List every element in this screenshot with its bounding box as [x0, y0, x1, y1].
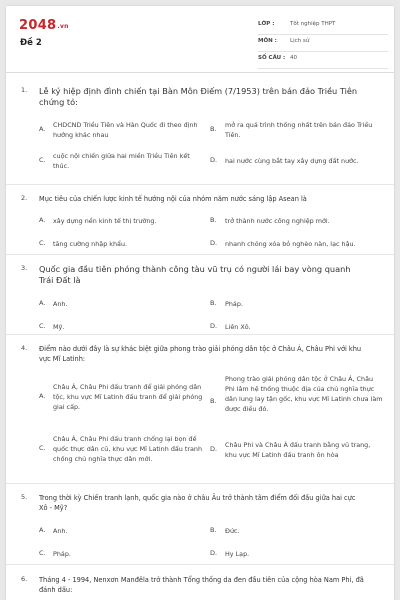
option-letter: A. [39, 392, 46, 400]
option-a[interactable]: Châu Á, Châu Phi đấu tranh để giải phóng dân tộc, khu vực Mĩ Latinh đấu tranh để giải phóng giai cấp. [53, 383, 203, 411]
option-b[interactable]: Phong trào giải phóng dân tộc ở Châu Á, Châu Phi lâm hệ thống thuộc địa của chủ nghĩa thực dân lung lay tận gốc, khu vực Mĩ Latinh chưa làm được điều đó. [225, 375, 383, 413]
question-text: Lễ ký hiệp định đình chiến tại Bàn Môn Điếm (7/1953) trên bán đảo Triều Tiên chứng tỏ: [39, 86, 358, 107]
meta-row-class [258, 18, 388, 35]
option-letter: A. [39, 299, 46, 307]
option-b[interactable]: trở thành nước công nghiệp mới. [225, 217, 330, 225]
question-text: Điểm nào dưới đây là sự khác biệt giữa phong trào giải phóng dân tộc ở Châu Á, Châu Phi với khu vực Mĩ Latinh: [39, 345, 362, 363]
meta-label: SỐ CÂU : [258, 55, 286, 61]
question-divider [6, 483, 394, 484]
option-list [6, 116, 394, 176]
question-5 [6, 493, 394, 565]
meta-value: Lịch sử [290, 38, 310, 44]
option-letter: A. [39, 526, 46, 534]
option-letter: B. [210, 526, 217, 534]
option-d[interactable]: Châu Phi và Châu Á đấu tranh bằng vũ trang, khu vực Mĩ Latinh đấu tranh ôn hòa [225, 441, 371, 459]
option-letter: B. [210, 397, 217, 405]
option-letter: A. [39, 216, 46, 224]
question-text: Quốc gia đầu tiên phóng thành công tàu vũ trụ có người lái bay vòng quanh Trái Đất là [39, 264, 351, 285]
option-b[interactable]: Đức. [225, 527, 240, 535]
exam-code: Đề 2 [20, 38, 42, 48]
meta-value: Tốt nghiệp THPT [290, 21, 336, 27]
question-4 [6, 344, 394, 484]
meta-row-count [258, 52, 388, 69]
question-divider [6, 184, 394, 185]
option-letter: C. [39, 444, 46, 452]
question-divider [6, 334, 394, 335]
option-letter: D. [210, 445, 218, 453]
exam-header [6, 6, 394, 70]
question-divider [6, 254, 394, 255]
option-b[interactable]: mở ra quá trình thống nhất trên bán đảo Triều Tiên. [225, 121, 373, 139]
meta-label: LỚP : [258, 21, 275, 27]
question-1 [6, 86, 394, 182]
option-letter: D. [210, 322, 218, 330]
question-number: 3. [21, 264, 28, 272]
option-letter: D. [210, 239, 218, 247]
question-number: 5. [21, 493, 28, 501]
option-letter: B. [210, 216, 217, 224]
meta-label: MÔN : [258, 38, 277, 44]
question-text: Mục tiêu của chiến lược kinh tế hướng nội của nhóm năm nước sáng lập Asean là [39, 195, 307, 203]
option-d[interactable]: hai nước cùng bắt tay xây dựng đất nước. [225, 157, 359, 165]
option-b[interactable]: Pháp. [225, 300, 243, 308]
option-letter: C. [39, 322, 46, 330]
exam-meta [258, 18, 388, 69]
question-number: 4. [21, 344, 28, 352]
option-letter: D. [210, 549, 218, 557]
exam-page [6, 6, 394, 600]
option-a[interactable]: CHDCND Triều Tiên và Hàn Quốc đi theo định hướng khác nhau [53, 121, 198, 139]
option-d[interactable]: Hy Lạp. [225, 550, 250, 558]
site-logo[interactable]: 2048.vn [19, 18, 69, 33]
header-divider [6, 72, 394, 73]
option-letter: C. [39, 549, 46, 557]
question-2 [6, 194, 394, 254]
question-text: Trong thời kỳ Chiến tranh lạnh, quốc gia nào ở châu Âu trở thành tâm điểm đối đầu giữa hai cực Xô - Mỹ? [39, 494, 356, 512]
option-a[interactable]: Anh. [53, 527, 68, 535]
meta-row-subject [258, 35, 388, 52]
option-a[interactable]: xây dựng nền kinh tế thị trường. [53, 217, 157, 225]
question-number: 2. [21, 194, 28, 202]
question-number: 1. [21, 86, 28, 94]
option-c[interactable]: cuộc nội chiến giữa hai miền Triều Tiên kết thúc. [53, 152, 190, 170]
option-c[interactable]: Châu Á, Châu Phi đấu tranh chống lại bọn đế quốc thực dân cũ, khu vực Mĩ Latinh đấu tranh chống chủ nghĩa thực dân mới. [53, 435, 203, 463]
question-6 [6, 575, 394, 600]
option-c[interactable]: tăng cường nhập khẩu. [53, 240, 128, 248]
option-letter: B. [210, 299, 217, 307]
option-c[interactable]: Pháp. [53, 550, 71, 558]
question-text: Tháng 4 - 1994, Nenxơn Manđêla trở thành Tổng thống da đen đầu tiên của cộng hòa Nam Phi, đã đánh dấu: [39, 576, 364, 594]
option-d[interactable]: nhanh chóng xóa bỏ nghèo nàn, lạc hậu. [225, 240, 356, 248]
option-c[interactable]: Mỹ. [53, 323, 65, 331]
meta-value: 40 [290, 55, 297, 61]
option-a[interactable]: Anh. [53, 300, 68, 308]
option-letter: B. [210, 125, 217, 133]
option-d[interactable]: Liên Xô. [225, 323, 251, 331]
option-letter: C. [39, 156, 46, 164]
option-letter: A. [39, 125, 46, 133]
question-3 [6, 264, 394, 336]
question-number: 6. [21, 575, 28, 583]
option-letter: D. [210, 156, 218, 164]
option-letter: C. [39, 239, 46, 247]
question-list [6, 86, 394, 594]
question-divider [6, 564, 394, 565]
